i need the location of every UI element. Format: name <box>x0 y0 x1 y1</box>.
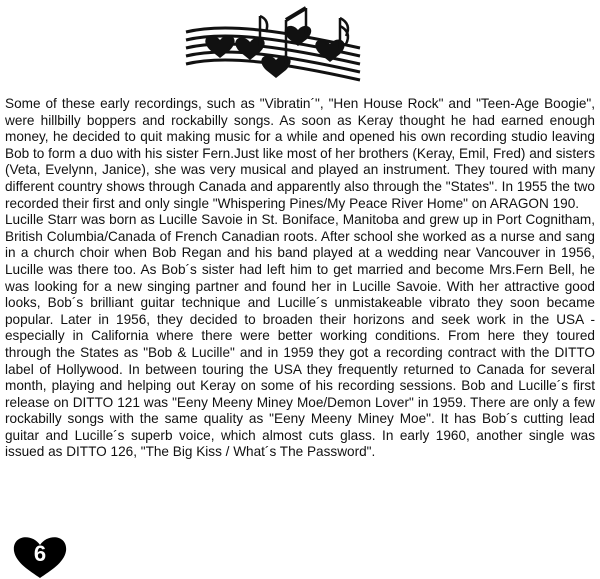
page-number: 6 <box>33 541 47 566</box>
paragraph-1: Some of these early recordings, such as "Vibratin´", "Hen House Rock" and "Teen-Age Boogie", were hillbilly boppers and rockabilly songs. As soon as Keray thought he had earned enough money, he decided to quit making music for a while and opened his own recording studio leaving Bob to form a duo with his sister Fern.Just like most of her brothers (Keray, Emil, Fred) and sisters (Veta, Evelynn, Janice), she was very musical and played an instrument. They toured with many different country shows through Canada and apparently also through the "States". In 1955 the two recorded their first and only single "Whispering Pines/My Peace River Home" on ARAGON 190. <box>5 96 595 211</box>
paragraph-2: Lucille Starr was born as Lucille Savoie in St. Boniface, Manitoba and grew up in Port Cognitham, British Columbia/Canada of French Canadian roots. After school she worked as a nurse and sang in a church choir when Bob Regan and his band played at a wedding near Vancouver in 1956, Lucille was there too. As Bob´s sister had left him to get married and become Mrs.Fern Bell, he was looking for a new singing partner and found her in Lucille Savoie. With her attractive good looks, Bob´s brilliant guitar technique and Lucille´s unmistakeable vibrato they soon became popular. Later in 1956, they decided to broaden their horizons and seek work in the USA - especially in California where there were better working conditions. From here they toured through the States as "Bob & Lucille" and in 1959 they got a recording contract with the DITTO label of Hollywood. In between touring the USA they frequently returned to Canada for several month, playing and helping out Keray on some of his recording sessions. Bob and Lucille´s first release on DITTO 121 was "Eeny Meeny Miney Moe/Demon Lover" in 1959. There are only a few rockabilly songs with the same quality as "Eeny Meeny Miney Moe". It has Bob´s cutting lead guitar and Lucille´s superb voice, which almost cuts glass. In early 1960, another single was issued as DITTO 126, "The Big Kiss / What´s The Password". <box>5 212 595 460</box>
article-body <box>5 96 595 461</box>
music-staff-hearts-icon <box>178 2 368 82</box>
